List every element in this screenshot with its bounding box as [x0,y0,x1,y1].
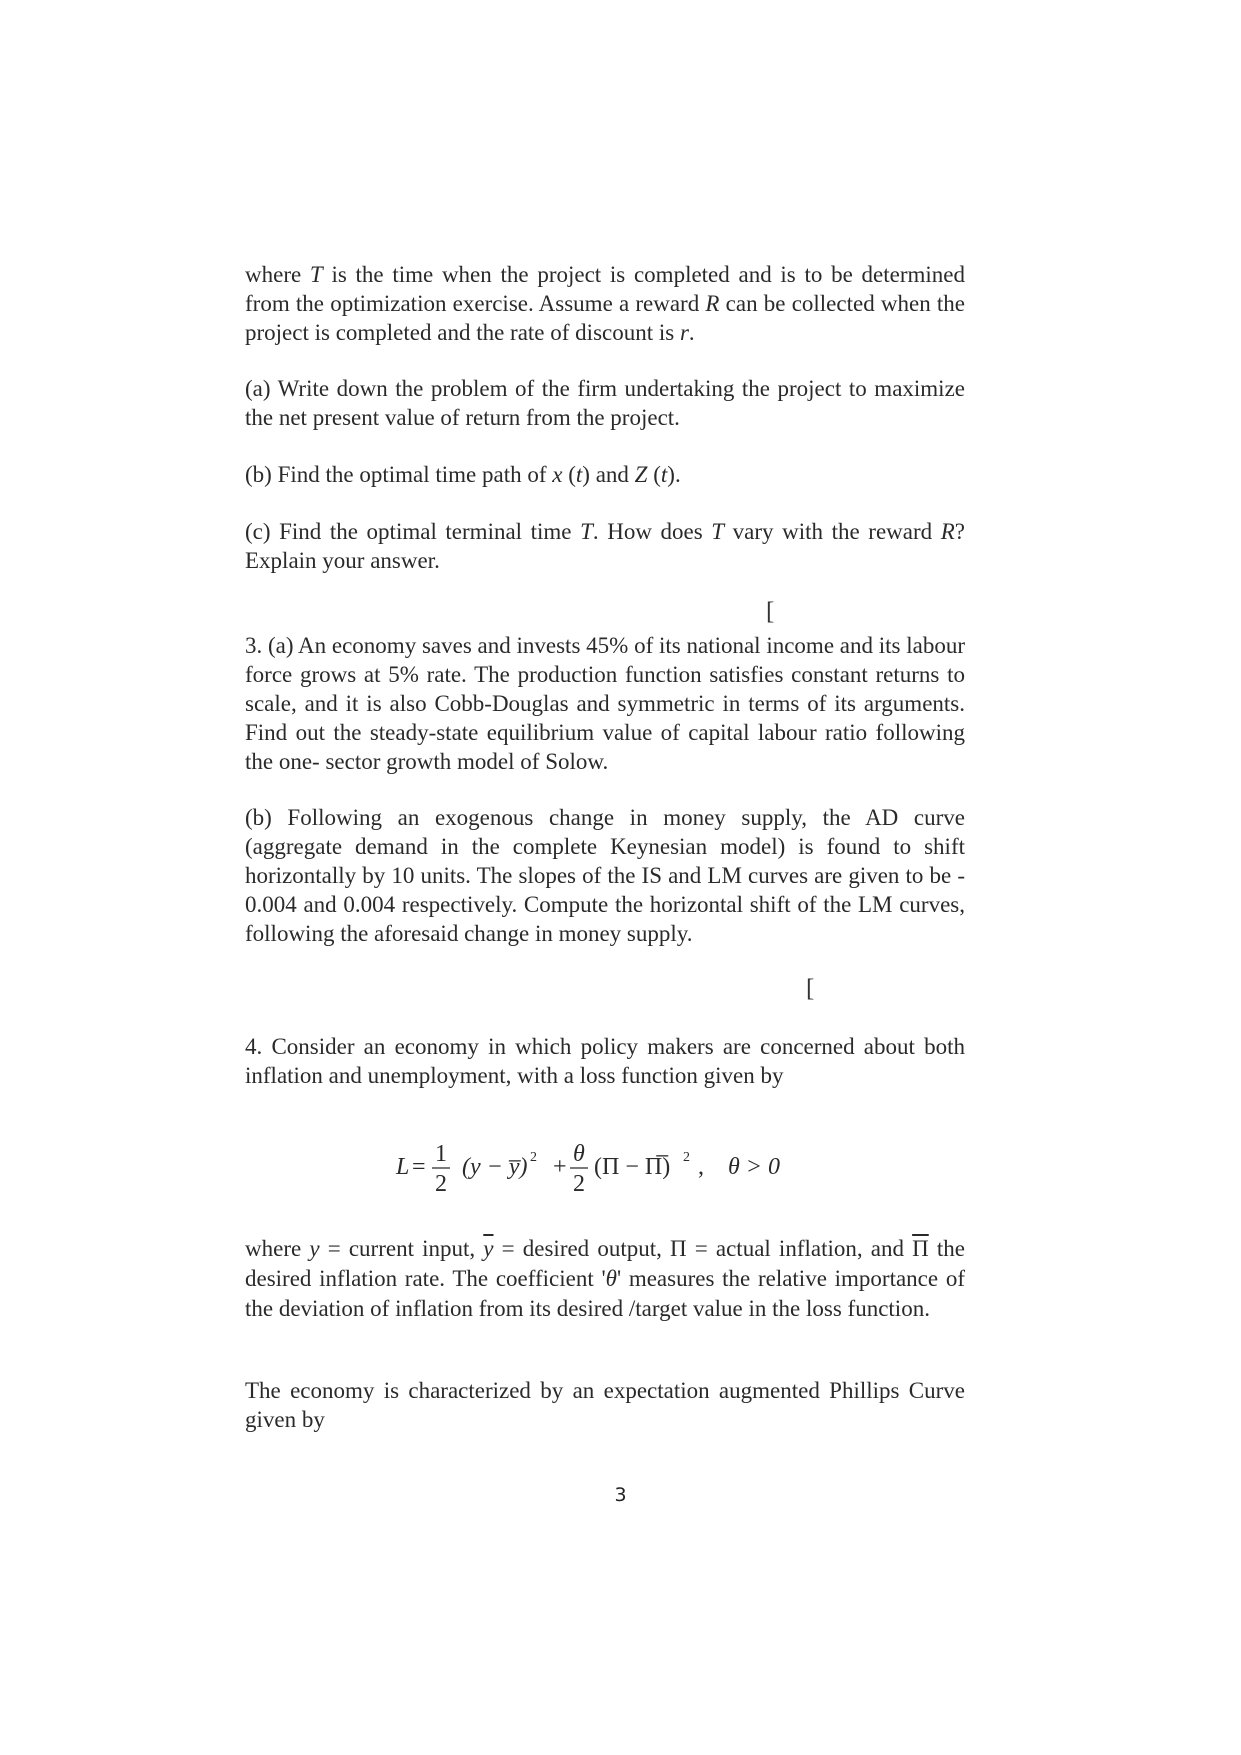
formula-denominator-2: 2 [573,1171,585,1197]
var-Z: Z [634,462,648,487]
intro-paragraph [245,260,965,347]
question-3a: 3. (a) An economy saves and invests 45% of its national income and its labour force grows at 5% rate. The production function satisfies constant returns to scale, and it is also Cobb-Douglas and symmetric in terms of its arguments. Find out the steady-state equilibrium value of capital labour ratio following the one- sector growth model of Solow. [245,633,965,774]
var-R: R [705,291,720,316]
formula-term-1: (y − y̅) [462,1154,528,1180]
formula-condition: θ > 0 [728,1154,780,1180]
defs-text: ' measures the relative importance of the deviation of inflation from its desired /target value in the loss function. [245,1266,965,1321]
marks-bracket: [ [806,975,815,1002]
q2c-text: ? Explain your answer. [245,519,966,573]
formula-equals: = [412,1154,426,1180]
question-3b: (b) Following an exogenous change in money supply, the AD curve (aggregate demand in the complete Keynesian model) is found to shift horizontally by 10 units. The slopes of the IS and LM curves are given to be - 0.004 and 0.004 respectively. Compute the horizontal shift of the LM curves, following the aforesaid change in money supply. [245,805,965,946]
var-T: T [711,519,725,544]
defs-text: where [245,1236,310,1261]
var-t: t [660,462,668,487]
q2c-text: vary with the reward [724,519,941,544]
question-2c [245,517,965,575]
formula-square-2: 2 [683,1150,690,1165]
phillips-paragraph: The economy is characterized by an expectation augmented Phillips Curve given by [245,1378,965,1432]
question-2b [245,460,965,489]
formula-comma: , [698,1154,704,1180]
q2c-text: . How does [592,519,712,544]
var-theta: θ [605,1266,617,1291]
intro-text: where [245,262,310,287]
intro-text: . [688,320,695,345]
formula-term-2: (Π − Π̅) [594,1154,671,1180]
intro-text: can be collected when the project is completed and the rate of discount is [245,291,966,345]
defs-text: = desired output, Π = actual inflation, and [493,1236,913,1261]
q2b-text: ( [647,462,661,487]
formula-denominator-1: 2 [435,1171,447,1197]
var-pibar: $\overline{\Pi}$ [912,1236,929,1261]
intro-text: is the time when the project is completed and is to be determined from the optimization exercise. Assume a reward [245,262,965,316]
var-ybar: $\overline{y}$ [483,1236,494,1261]
definitions-paragraph [245,1234,965,1324]
var-y: y [309,1236,320,1261]
var-t: t [575,462,583,487]
page-number: 3 [614,1484,627,1506]
var-r: r [679,320,689,345]
formula-numerator-1: 1 [435,1141,447,1167]
var-x: x [552,462,563,487]
q2c-text: (c) Find the optimal terminal time [245,519,581,544]
var-T: T [580,519,593,544]
q2b-text: ) and [582,462,635,487]
q2b-text: ). [667,462,681,487]
defs-text: = current input, [319,1236,484,1261]
marks-bracket: [ [766,598,775,625]
defs-text: the desired inflation rate. The coefficient ' [245,1236,965,1291]
loss-function-formula [380,1128,860,1208]
q2b-text: (b) Find the optimal time path of [245,462,553,487]
formula-square-1: 2 [530,1150,537,1165]
var-R: R [940,519,955,544]
formula-svg [380,1128,860,1208]
question-2a: (a) Write down the problem of the firm undertaking the project to maximize the net present value of return from the project. [245,376,965,430]
question-4: 4. Consider an economy in which policy makers are concerned about both inflation and unemployment, with a loss function given by [245,1034,965,1088]
formula-plus: + [553,1154,567,1180]
q2b-text: ( [562,462,576,487]
var-T: T [309,262,323,287]
formula-L: L [396,1154,410,1180]
formula-theta: θ [573,1141,585,1167]
